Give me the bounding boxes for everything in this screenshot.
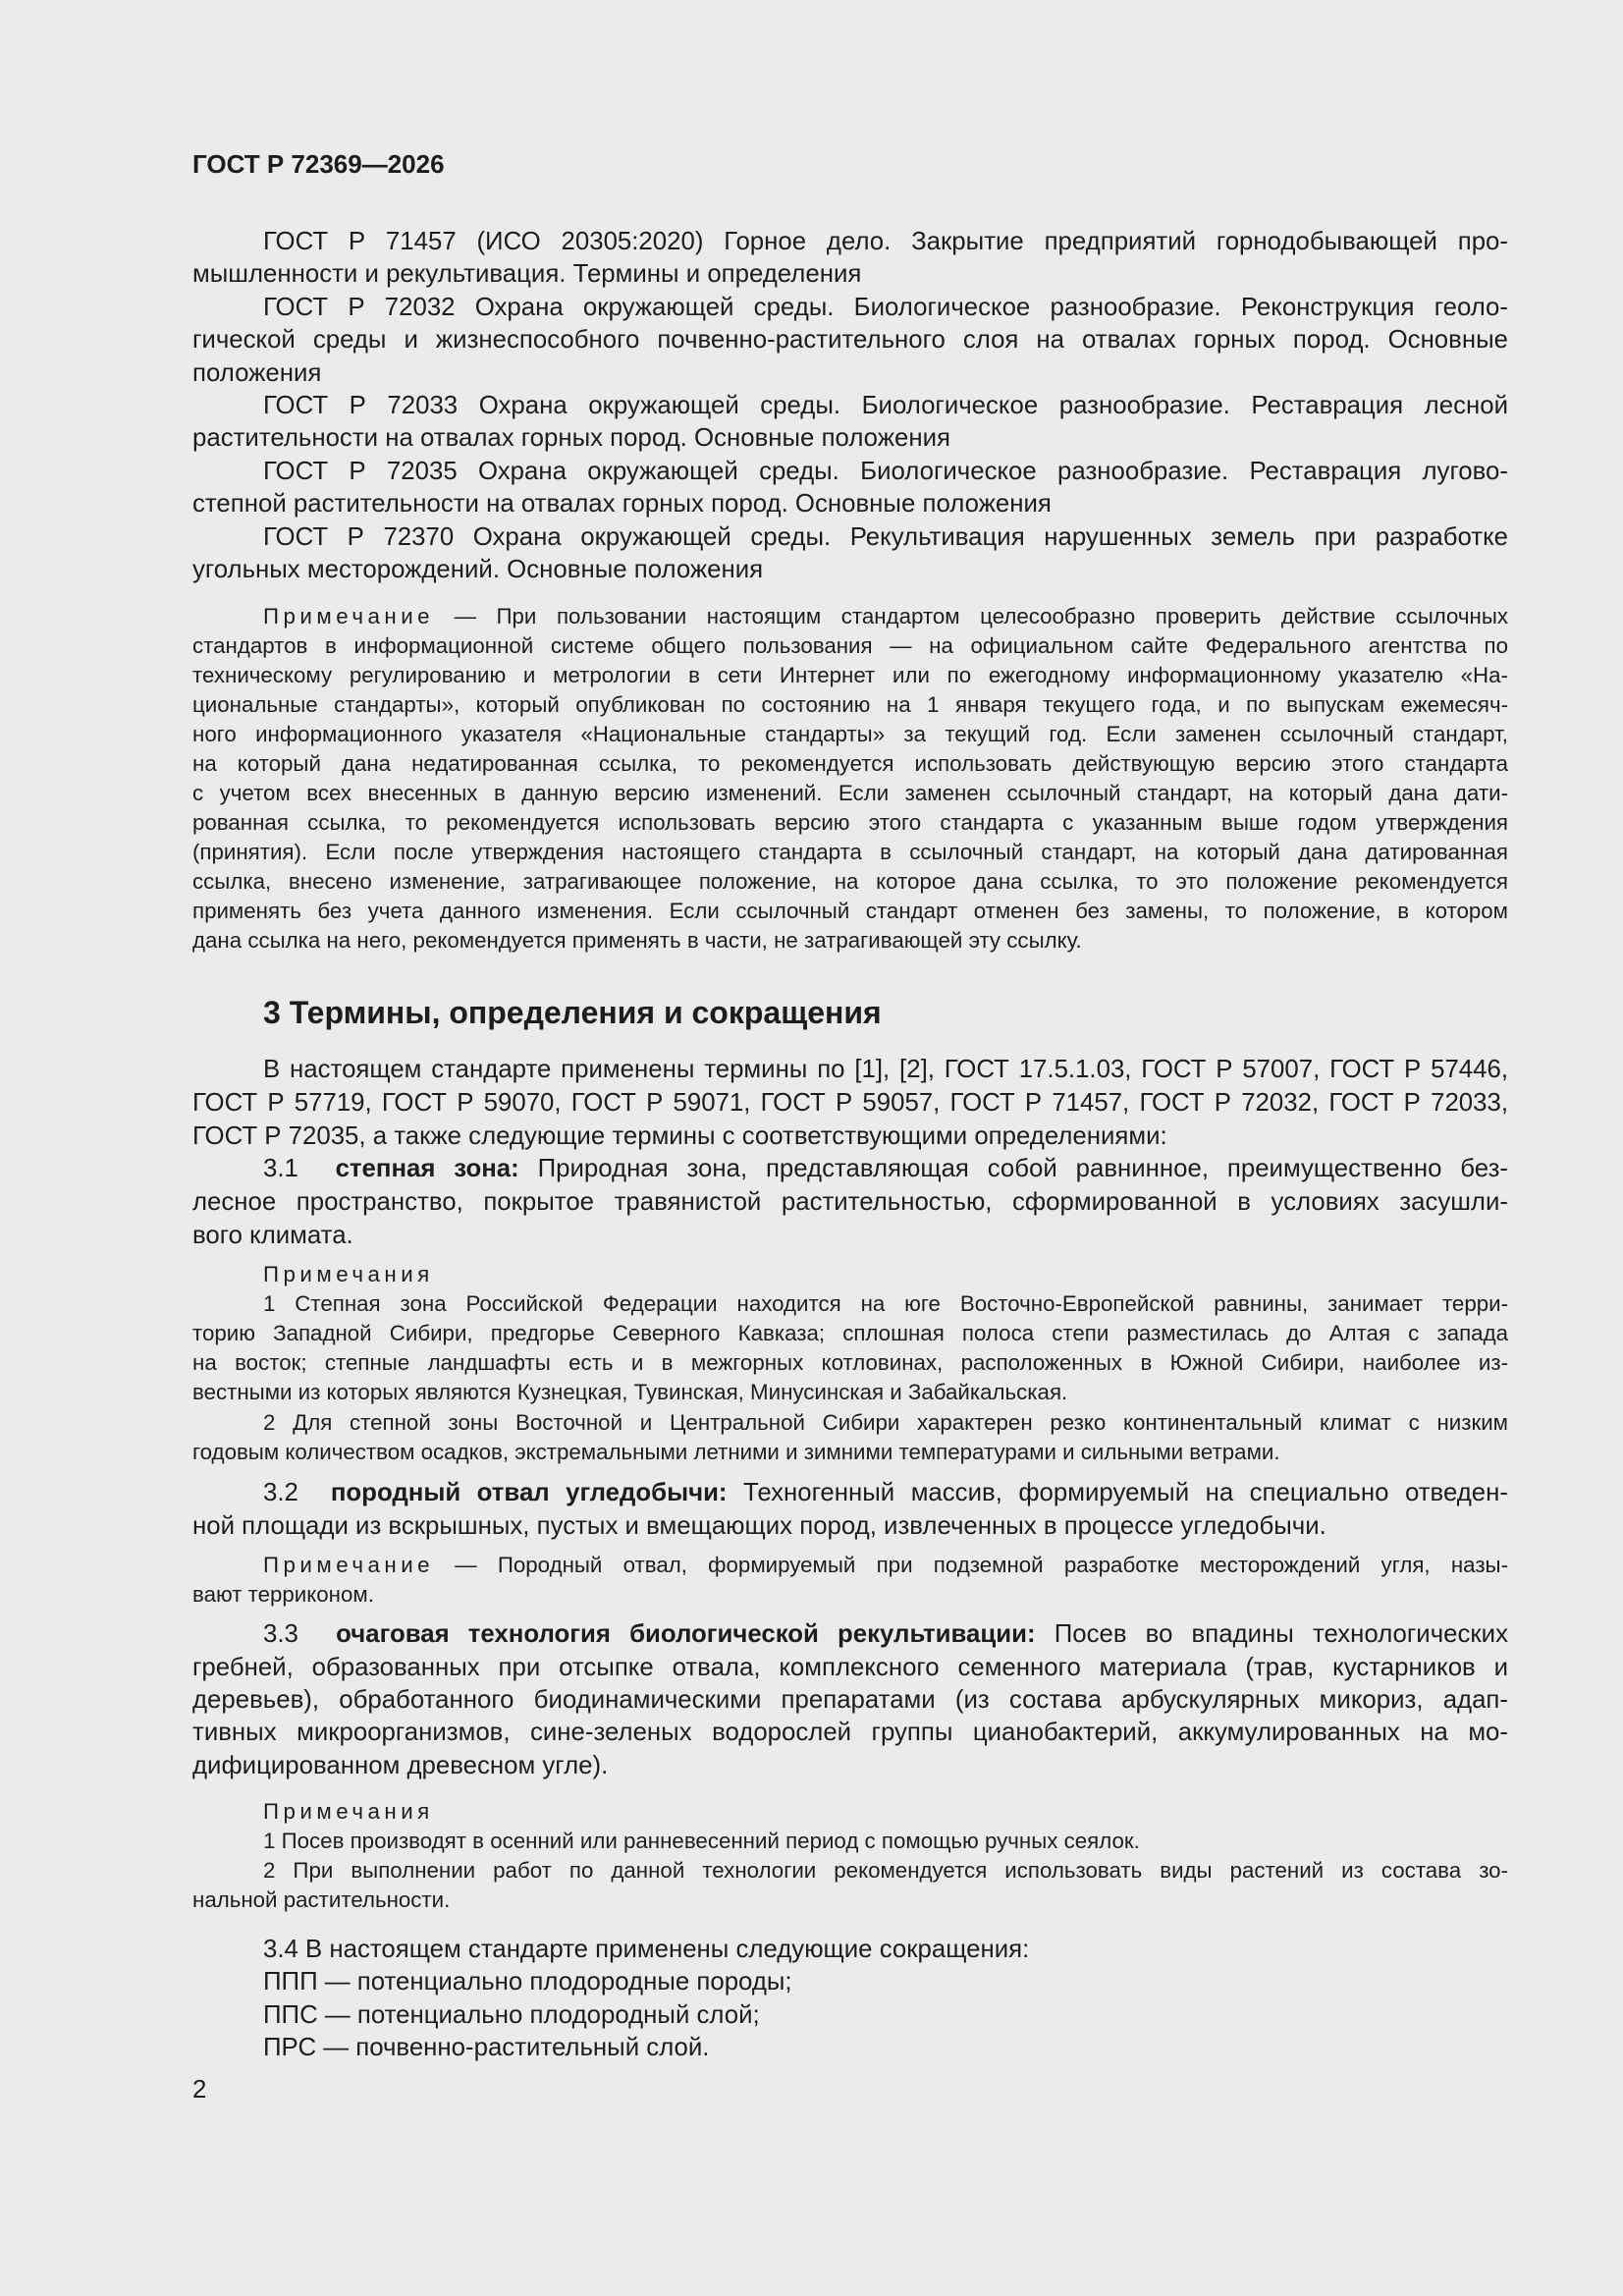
- term-first-line: [263, 1157, 1508, 1182]
- abbreviations-intro: 3.4 В настоящем стандарте применены следующие сокращения:: [263, 1936, 1030, 1963]
- term-line: ной площади из вскрышных, пустых и вмещающих пород, извлеченных в процессе угледобычи.: [192, 1512, 1326, 1540]
- note-first-line: [263, 606, 1508, 628]
- term-first-line: [263, 1481, 1508, 1506]
- note-line: торию Западной Сибири, предгорье Северного Кавказа; сплошная полоса степи разместилась до Алтая с запада: [192, 1321, 1508, 1345]
- note-line: с учетом всех внесенных в данную версию изменений. Если заменен ссылочный стандарт, на который дана дати-: [192, 781, 1508, 805]
- term-line: дифицированном древесном угле).: [192, 1752, 609, 1779]
- reference-item-continuation: гической среды и жизнеспособного почвенно-растительного слоя на отвалах горных пород. Основные: [192, 326, 1508, 354]
- term-line: тивных микроорганизмов, сине-зеленых водорослей группы цианобактерий, аккумулированных на мо-: [192, 1719, 1508, 1746]
- term-name: очаговая технология биологической рекультивации:: [336, 1620, 1036, 1648]
- abbreviation-item: ППП — потенциально плодородные породы;: [263, 1968, 792, 1995]
- reference-item: ГОСТ Р 72033 Охрана окружающей среды. Биологическое разнообразие. Реставрация лесной: [263, 392, 1508, 419]
- note-line: на который дана недатированная ссылка, то рекомендуется использовать действующую версию этого стандарта: [192, 751, 1508, 776]
- document-header: ГОСТ Р 72369—2026: [192, 149, 445, 179]
- note-line: ссылка, внесено изменение, затрагивающее положение, на которое дана ссылка, то это положение рекомендуется: [192, 869, 1508, 894]
- note-first-line: [263, 1555, 1508, 1576]
- term-name: степная зона:: [335, 1155, 519, 1182]
- note-line: 1 Степная зона Российской Федерации находится на юге Восточно-Европейской равнины, занимает терри-: [263, 1291, 1508, 1316]
- note-line: рованная ссылка, то рекомендуется использовать версию этого стандарта с указанным выше годом утверждения: [192, 810, 1508, 835]
- note-text: — При пользовании настоящим стандартом целесообразно проверить действие ссылочных: [434, 604, 1508, 629]
- term-first-line: [263, 1622, 1508, 1648]
- note-line: стандартов в информационной системе общего пользования — на официальном сайте Федерального агентства по: [192, 633, 1508, 658]
- note-line: нальной растительности.: [192, 1887, 451, 1912]
- paragraph-line: ГОСТ Р 57719, ГОСТ Р 59070, ГОСТ Р 59071, ГОСТ Р 59057, ГОСТ Р 71457, ГОСТ Р 72032, ГОСТ Р 72033,: [192, 1089, 1508, 1117]
- reference-item: ГОСТ Р 72370 Охрана окружающей среды. Рекультивация нарушенных земель при разработке: [263, 523, 1508, 551]
- note-line: на восток; степные ландшафты есть и в межгорных котловинах, расположенных в Южной Сибири, наиболее из-: [192, 1350, 1508, 1375]
- note-line: дана ссылка на него, рекомендуется применять в части, не затрагивающей эту ссылку.: [192, 928, 1082, 953]
- note-line: вают терриконом.: [192, 1582, 374, 1607]
- notes-label: Примечания: [263, 1799, 434, 1824]
- term-line: гребней, образованных при отсыпке отвала, комплексного семенного материала (трав, кустарников и: [192, 1654, 1508, 1681]
- note-line: вестными из которых являются Кузнецкая, Тувинская, Минусинская и Забайкальская.: [192, 1380, 1068, 1404]
- term-line: лесное пространство, покрытое травянистой растительностью, сформированной в условиях засушли-: [192, 1188, 1508, 1216]
- reference-item-continuation: растительности на отвалах горных пород. Основные положения: [192, 424, 950, 452]
- term-text: Техногенный массив, формируемый на специально отведен-: [727, 1479, 1508, 1506]
- note-line: техническому регулированию и метрологии в сети Интернет или по ежегодному информационному указателю «На-: [192, 663, 1508, 687]
- note-line: годовым количеством осадков, экстремальными летними и зимними температурами и сильными ветрами.: [192, 1440, 1280, 1464]
- note-label: Примечание: [263, 1553, 435, 1577]
- term-number: 3.2: [263, 1479, 298, 1506]
- note-line: циональные стандарты», который опубликован по состоянию на 1 января текущего года, и по выпускам ежемесяч-: [192, 692, 1508, 717]
- note-line: ного информационного указателя «Национальные стандарты» за текущий год. Если заменен ссылочный стандарт,: [192, 722, 1508, 746]
- reference-item-continuation: степной растительности на отвалах горных пород. Основные положения: [192, 490, 1052, 518]
- notes-label: Примечания: [263, 1262, 434, 1286]
- note-label: Примечание: [263, 604, 435, 629]
- term-name: породный отвал угледобычи:: [330, 1479, 728, 1506]
- reference-item: ГОСТ Р 72035 Охрана окружающей среды. Биологическое разнообразие. Реставрация лугово-: [263, 458, 1508, 485]
- term-line: вого климата.: [192, 1222, 353, 1249]
- term-number: 3.3: [263, 1620, 298, 1648]
- abbreviation-item: ППС — потенциально плодородный слой;: [263, 2001, 760, 2029]
- term-line: деревьев), обработанного биодинамическими препаратами (из состава арбускулярных микориз, адап-: [192, 1686, 1508, 1714]
- note-line: 2 Для степной зоны Восточной и Центральной Сибири характерен резко континентальный климат с низким: [263, 1410, 1508, 1435]
- note-line: 2 При выполнении работ по данной технологии рекомендуется использовать виды растений из состава зо-: [263, 1858, 1508, 1883]
- reference-item: ГОСТ Р 72032 Охрана окружающей среды. Биологическое разнообразие. Реконструкция геоло-: [263, 294, 1508, 321]
- section-heading: 3 Термины, определения и сокращения: [263, 995, 882, 1030]
- paragraph-line: ГОСТ Р 72035, а также следующие термины с соответствующими определениями:: [192, 1122, 1167, 1150]
- page-number: 2: [192, 2076, 207, 2104]
- term-text: Посев во впадины технологических: [1035, 1620, 1508, 1648]
- paragraph-line: В настоящем стандарте применены термины по [1], [2], ГОСТ 17.5.1.03, ГОСТ Р 57007, ГОСТ Р 57446,: [263, 1056, 1508, 1083]
- note-text: — Породный отвал, формируемый при подземной разработке месторождений угля, назы-: [434, 1553, 1508, 1577]
- note-line: (принятия). Если после утверждения настоящего стандарта в ссылочный стандарт, на который дана датированная: [192, 840, 1508, 864]
- abbreviation-item: ПРС — почвенно-растительный слой.: [263, 2034, 710, 2061]
- note-line: 1 Посев производят в осенний или ранневесенний период с помощью ручных сеялок.: [263, 1829, 1140, 1853]
- reference-item: ГОСТ Р 71457 (ИСО 20305:2020) Горное дело. Закрытие предприятий горнодобывающей про-: [263, 228, 1508, 255]
- term-text: Природная зона, представляющая собой равнинное, преимущественно без-: [518, 1155, 1508, 1182]
- reference-item-continuation: мышленности и рекультивация. Термины и определения: [192, 260, 862, 288]
- reference-item-continuation: положения: [192, 359, 322, 387]
- term-number: 3.1: [263, 1155, 298, 1182]
- reference-item-continuation: угольных месторождений. Основные положения: [192, 556, 764, 583]
- note-line: применять без учета данного изменения. Если ссылочный стандарт отменен без замены, то положение, в котором: [192, 899, 1508, 923]
